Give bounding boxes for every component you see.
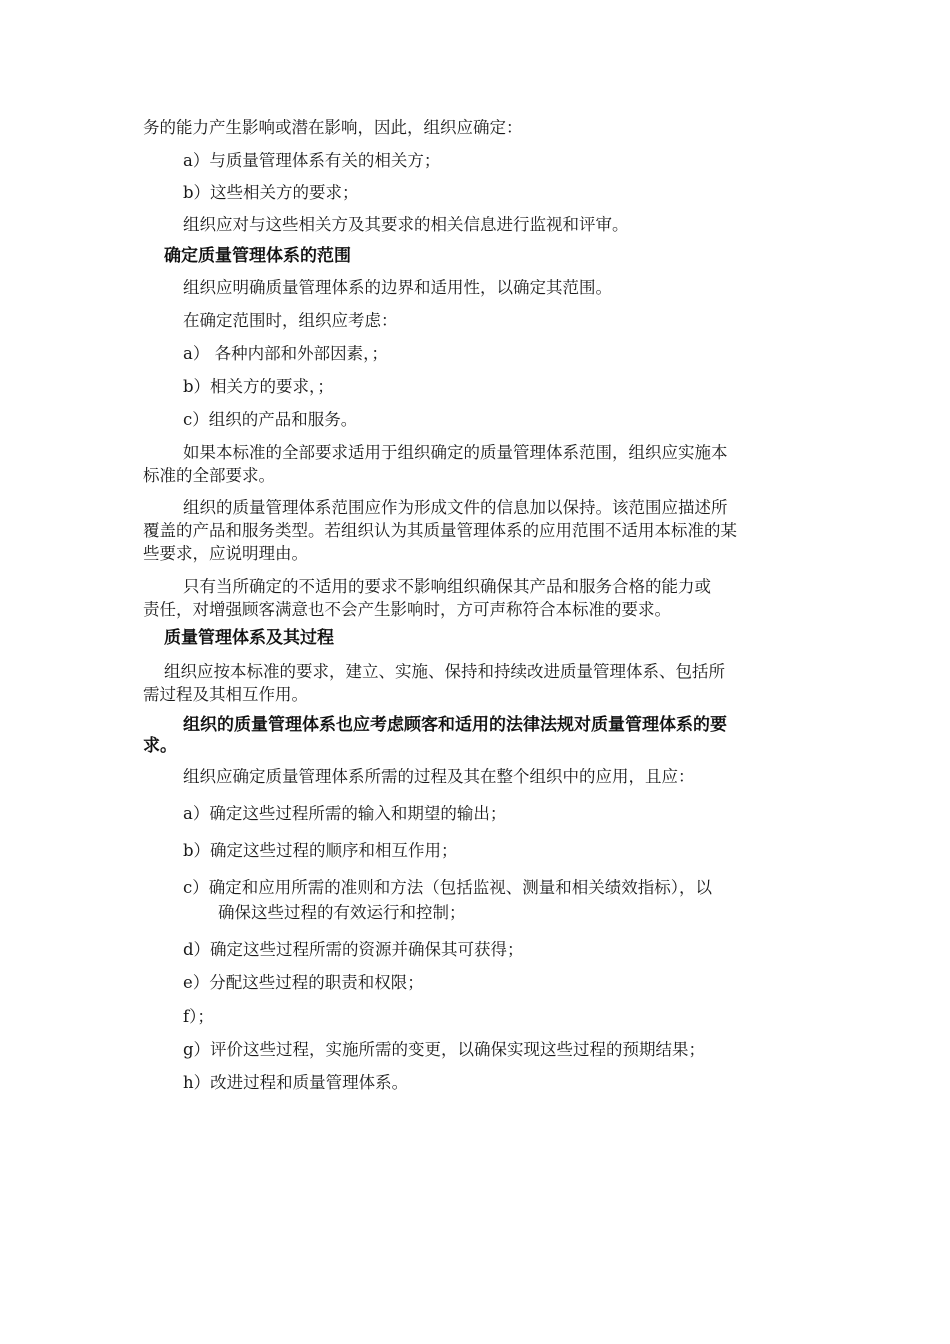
- list-item: b）相关方的要求，；: [183, 377, 334, 396]
- list-item: c）组织的产品和服务。: [183, 410, 358, 429]
- paragraph-line: 组织应确定质量管理体系所需的过程及其在整个组织中的应用，且应：: [183, 767, 695, 786]
- paragraph-line: 覆盖的产品和服务类型。若组织认为其质量管理体系的应用范围不适用本标准的某: [143, 521, 737, 540]
- list-item: c）确定和应用所需的准则和方法（包括监视、测量和相关绩效指标），以: [183, 878, 712, 897]
- list-item: b）确定这些过程的顺序和相互作用；: [183, 841, 458, 860]
- list-item: f）；: [183, 1007, 214, 1026]
- paragraph-line: 在确定范围时，组织应考虑：: [183, 311, 398, 330]
- paragraph-line: 组织应明确质量管理体系的边界和适用性，以确定其范围。: [183, 278, 612, 297]
- list-item: a）与质量管理体系有关的相关方；: [183, 151, 441, 170]
- paragraph-line: 务的能力产生影响或潜在影响，因此，组织应确定：: [143, 118, 523, 137]
- bold-paragraph-line: 求。: [143, 736, 177, 756]
- paragraph-line: 组织应对与这些相关方及其要求的相关信息进行监视和评审。: [183, 215, 629, 234]
- list-item: a） 各种内部和外部因素，；: [183, 344, 388, 363]
- paragraph-line: 需过程及其相互作用。: [143, 685, 308, 704]
- list-item: b）这些相关方的要求；: [183, 183, 359, 202]
- paragraph-line: 组织的质量管理体系范围应作为形成文件的信息加以保持。该范围应描述所: [183, 498, 728, 517]
- paragraph-line: 些要求，应说明理由。: [143, 544, 308, 563]
- section-heading-scope: 确定质量管理体系的范围: [164, 246, 351, 266]
- bold-paragraph-line: 组织的质量管理体系也应考虑顾客和适用的法律法规对质量管理体系的要: [183, 715, 727, 735]
- list-item: h）改进过程和质量管理体系。: [183, 1073, 409, 1092]
- paragraph-line: 组织应按本标准的要求，建立、实施、保持和持续改进质量管理体系、包括所: [164, 662, 725, 681]
- list-item: d）确定这些过程所需的资源并确保其可获得；: [183, 940, 524, 959]
- paragraph-line: 责任，对增强顾客满意也不会产生影响时，方可声称符合本标准的要求。: [143, 600, 671, 619]
- list-item: a）确定这些过程所需的输入和期望的输出；: [183, 804, 507, 823]
- list-item: g）评价这些过程，实施所需的变更，以确保实现这些过程的预期结果；: [183, 1040, 706, 1059]
- paragraph-line: 标准的全部要求。: [143, 466, 275, 485]
- list-item: e）分配这些过程的职责和权限；: [183, 973, 424, 992]
- section-heading-processes: 质量管理体系及其过程: [164, 628, 334, 648]
- paragraph-line: 只有当所确定的不适用的要求不影响组织确保其产品和服务合格的能力或: [183, 577, 711, 596]
- list-item-continuation: 确保这些过程的有效运行和控制；: [218, 903, 466, 922]
- paragraph-line: 如果本标准的全部要求适用于组织确定的质量管理体系范围，组织应实施本: [183, 443, 728, 462]
